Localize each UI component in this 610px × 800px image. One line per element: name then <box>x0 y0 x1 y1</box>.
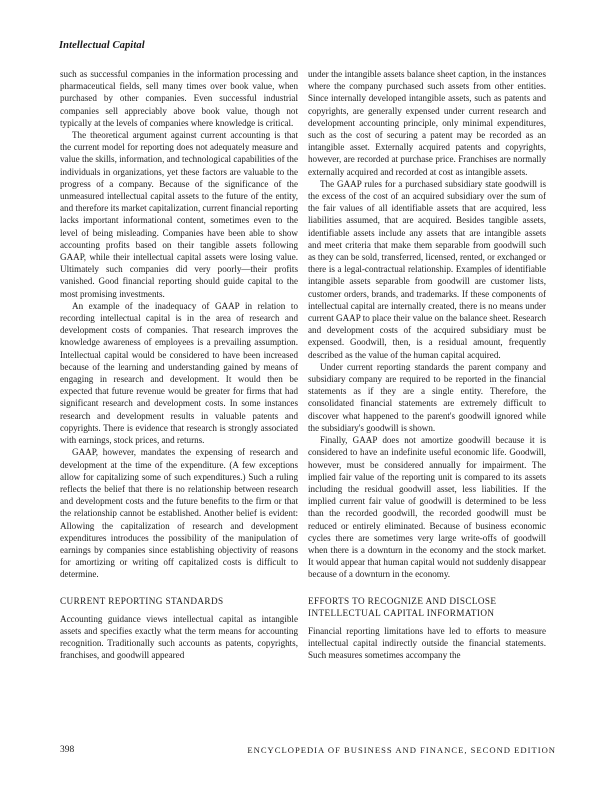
running-head: Intellectual Capital <box>59 40 145 51</box>
section-heading: CURRENT REPORTING STANDARDS <box>60 595 224 606</box>
paragraph: such as successful companies in the information processing and pharmaceutical fields, sell many times over book value, when purchased by other companies. Even successful industrial companies sell appreciably above book value, though not typically at the levels of companies where knowledge is critical. <box>60 69 298 128</box>
page-footer <box>60 745 556 757</box>
paragraph: under the intangible assets balance sheet caption, in the instances where the company purchased such assets from other entities. Since internally developed intangible assets, such as patents and copyrights, are generally expensed under current research and development accounting principle, only minimal expenditures, such as the cost of securing a patent may be recorded as an intangible asset. Externally acquired patents and copyrights, however, are recorded at purchase price. Franchises are normally externally acquired and recorded at cost as intangible assets. <box>308 69 546 177</box>
publication-title: ENCYCLOPEDIA OF BUSINESS AND FINANCE, SECOND EDITION <box>247 745 556 755</box>
paragraph: The GAAP rules for a purchased subsidiary state goodwill is the excess of the cost of an acquired subsidiary over the sum of the fair values of all identifiable assets that are acquired, less liabilities assumed, that are acquired. Besides tangible assets, identifiable assets include any assets that are intangible assets and meet criteria that make them separable from goodwill such as they can be sold, transferred, licensed, rented, or exchanged or there is a legal-contractual relationship. Examples of identifiable intangible assets separable from goodwill are customer lists, customer orders, brands, and trademarks. If these components of intellectual capital are internally created, there is no means under current GAAP to place their value on the balance sheet. Research and development costs of the acquired subsidiary must be expensed. Goodwill, then, is a residual amount, frequently described as the value of the human capital acquired. <box>308 178 546 360</box>
paragraph: The theoretical argument against current accounting is that the current model for reporting does not adequately measure and value the skills, information, and technological capabilities of the individuals in organizations, yet these factors are valuable to the progress of a company. Because of the significance of the unmeasured intellectual capital assets to the future of the entity, and therefore its market capitalization, current financial reporting lacks important informational content, sometimes even to the level of being misleading. Companies have been able to show accounting profits based on their tangible assets following GAAP, while their intellectual capital assets were losing value. Ultimately such companies did very poorly—their profits vanished. Good financial reporting should guide capital to the most promising investments. <box>60 130 298 299</box>
paragraph: Financial reporting limitations have led to efforts to measure intellectual capital indirectly outside the financial statements. Such measures sometimes accompany the <box>308 625 546 661</box>
paragraph: Under current reporting standards the parent company and subsidiary company are required to be reported in the financial statements as if they are a single entity. Therefore, the consolidated financial statements are extremely difficult to discover what happened to the parent's goodwill ignored while the subsidiary's goodwill is shown. <box>308 361 546 433</box>
paragraph: Accounting guidance views intellectual capital as intangible assets and specifies exactly what the term means for accounting recognition. Traditionally such accounts as patents, copyrights, franchises, and goodwill appeared <box>60 613 298 661</box>
right-column <box>308 68 546 662</box>
page-number: 398 <box>60 745 75 755</box>
section-heading: EFFORTS TO RECOGNIZE AND DISCLOSE INTELLECTUAL CAPITAL INFORMATION <box>308 595 497 618</box>
paragraph: An example of the inadequacy of GAAP in relation to recording intellectual capital is in the area of research and development costs of companies. That research improves the knowledge awareness of employees is a prevailing assumption. Intellectual capital would be considered to have been increased because of the learning and understanding gained by means of engaging in research and development. It would then be expected that future revenue would be greater for firms that had significant research and development costs. In some instances research and development results in valuable patents and copyrights. There is evidence that research is strongly associated with earnings, stock prices, and returns. <box>60 300 298 446</box>
paragraph: GAAP, however, mandates the expensing of research and development at the time of the expenditure. (A few exceptions allow for capitalizing some of such expenditures.) Such a ruling reflects the belief that there is no relationship between research and development costs and the future benefits to the firm or that the relationship cannot be established. Another belief is evident: Allowing the capitalization of research and development expenditures introduces the possibility of the manipulation of earnings by companies since establishing objectivity of reasons for amortizing or writing off capitalized costs is difficult to determine. <box>60 447 298 580</box>
left-column <box>60 68 298 662</box>
paragraph: Finally, GAAP does not amortize goodwill because it is considered to have an indefinite useful economic life. Goodwill, however, must be considered annually for impairment. The implied fair value of the reporting unit is compared to its assets including the residual goodwill asset, less liabilities. If the implied current fair value of goodwill is determined to be less than the recorded goodwill, the recorded goodwill must be reduced or entirely eliminated. Because of business economic cycles there are sometimes very large write-offs of goodwill when there is a downturn in the economy and the stock market. It would appear that human capital would not suddenly disappear because of a downturn in the economy. <box>308 435 546 580</box>
